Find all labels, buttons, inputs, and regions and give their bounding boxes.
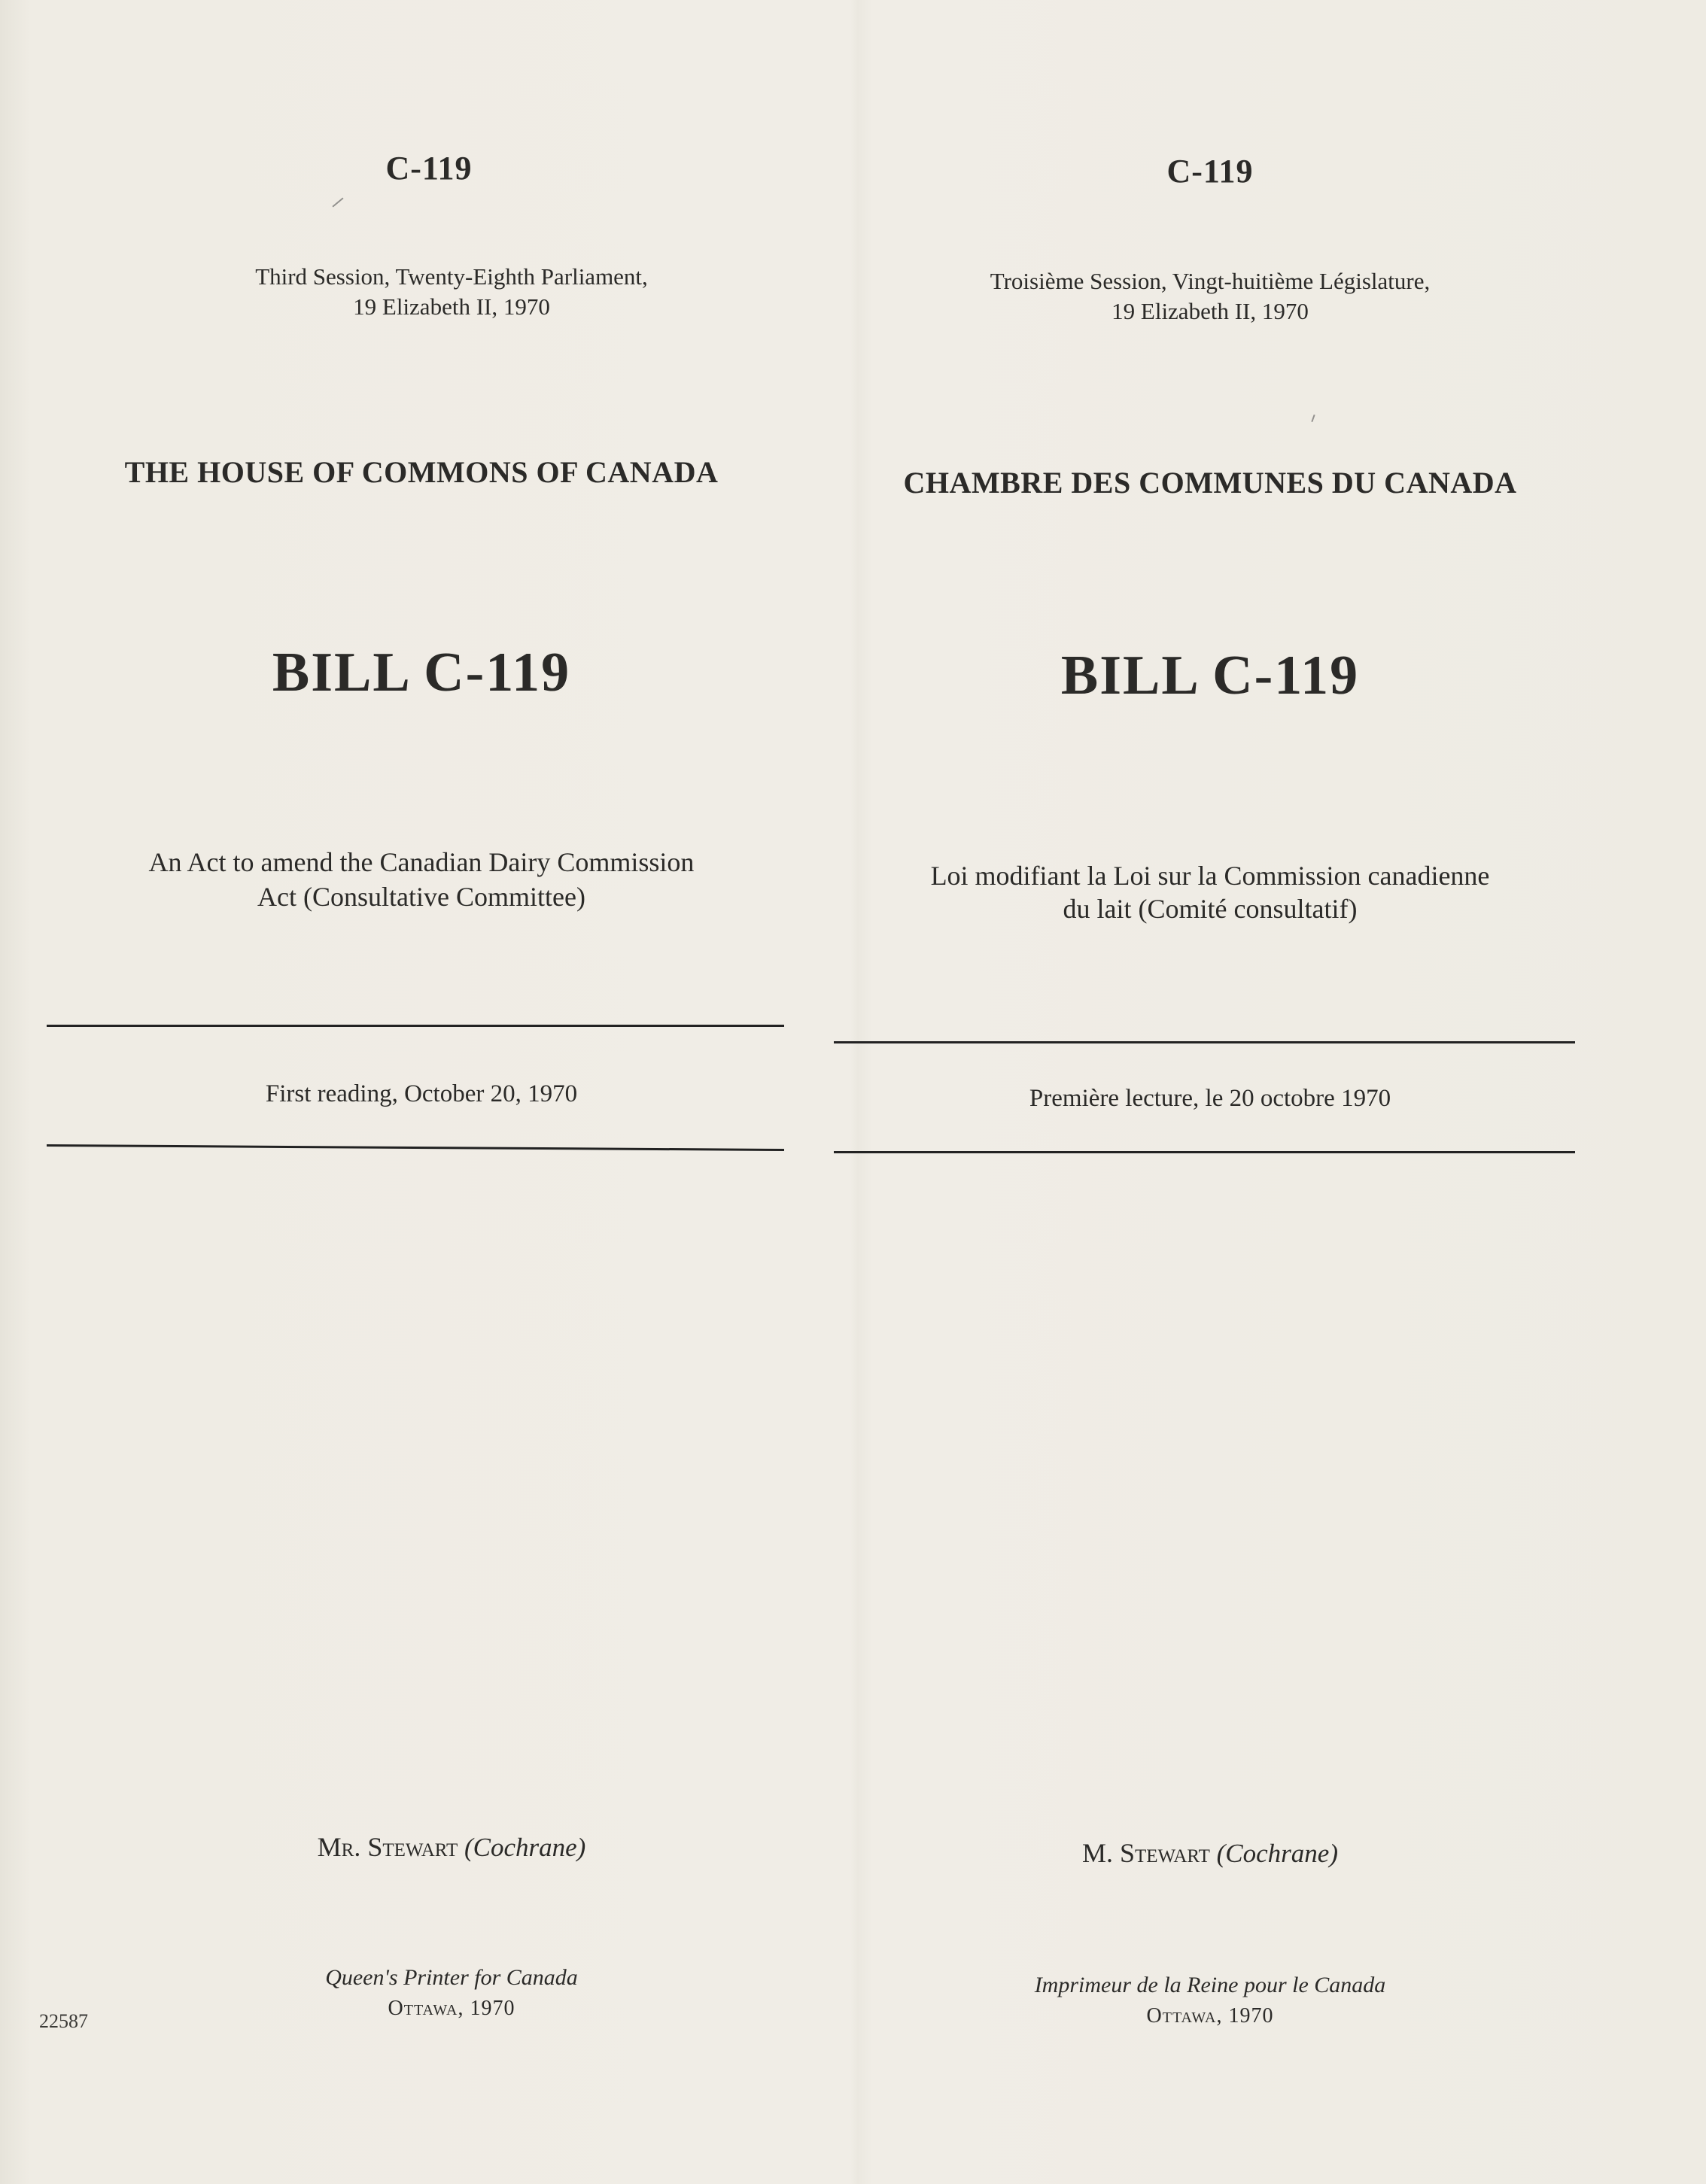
member-sponsor: [75, 1831, 828, 1863]
pencil-mark: [332, 197, 343, 207]
pencil-mark: [1311, 415, 1315, 422]
member-riding: (Cochrane): [464, 1833, 586, 1862]
bill-number: C-119: [385, 150, 473, 187]
bill-title: BILL C-119: [1060, 645, 1360, 706]
rule-bottom: [834, 1151, 1575, 1153]
act-title-line-1: Loi modifiant la Loi sur la Commission canadienne: [930, 861, 1490, 891]
member-sponsor: [834, 1837, 1586, 1869]
session-line-1: Troisième Session, Vingt-huitième Législature,: [990, 268, 1431, 294]
session-line-1: Third Session, Twenty-Eighth Parliament,: [255, 263, 648, 290]
printer-city: Ottawa, 1970: [1146, 2004, 1274, 2028]
printer-name: Imprimeur de la Reine pour le Canada: [1034, 1973, 1386, 1997]
rule-top: [834, 1041, 1575, 1043]
house-name: CHAMBRE DES COMMUNES DU CANADA: [903, 466, 1517, 500]
bill-number: C-119: [1166, 153, 1254, 190]
member-name: Mr. Stewart: [317, 1832, 458, 1862]
first-reading: First reading, October 20, 1970: [265, 1080, 578, 1107]
act-title-line-1: An Act to amend the Canadian Dairy Commission: [148, 847, 695, 877]
act-title-line-2: Act (Consultative Committee): [257, 882, 585, 912]
house-name: THE HOUSE OF COMMONS OF CANADA: [124, 455, 719, 489]
document-number: 22587: [39, 2010, 88, 2032]
session-line-2: 19 Elizabeth II, 1970: [1111, 298, 1309, 324]
rule-bottom: [47, 1144, 784, 1151]
printer-name: Queen's Printer for Canada: [325, 1965, 578, 1990]
first-reading: Première lecture, le 20 octobre 1970: [1029, 1085, 1391, 1112]
member-name: M. Stewart: [1081, 1838, 1210, 1868]
member-riding: (Cochrane): [1216, 1839, 1338, 1868]
bill-title: BILL C-119: [272, 642, 571, 703]
act-title-line-2: du lait (Comité consultatif): [1063, 894, 1358, 924]
printer-city: Ottawa, 1970: [388, 1997, 515, 2020]
rule-top: [47, 1025, 784, 1027]
session-line-2: 19 Elizabeth II, 1970: [353, 293, 550, 320]
